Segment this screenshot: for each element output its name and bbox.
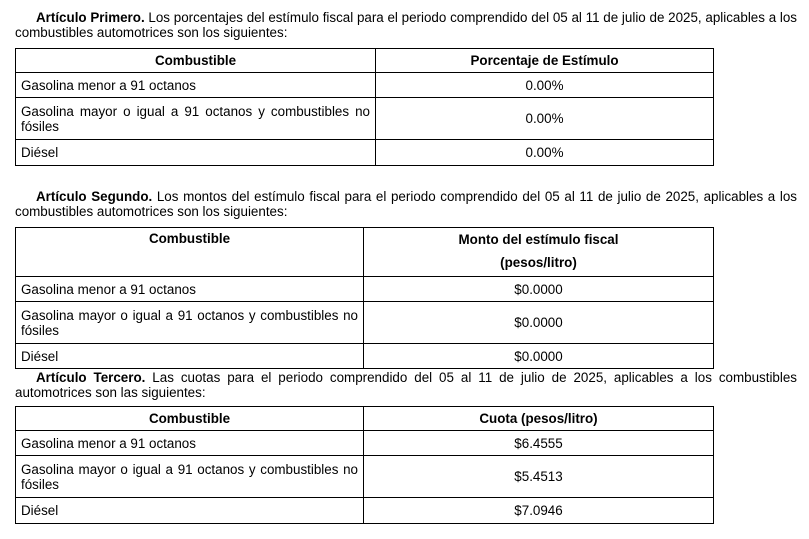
estimulo-porcentaje-table <box>15 48 714 166</box>
column-header-monto <box>364 228 714 277</box>
articulo-segundo-text: Los montos del estímulo fiscal para el periodo comprendido del 05 al 11 de julio de 2025, aplicables a los combustibles automotrices son los siguientes: <box>15 189 797 219</box>
table-row <box>16 73 714 98</box>
value-cell: $0.0000 <box>364 302 714 344</box>
table-header-row <box>16 407 714 431</box>
value-cell: 0.00% <box>376 98 714 140</box>
articulo-primero-text: Los porcentajes del estímulo fiscal para el periodo comprendido del 05 al 11 de julio de 2025, aplicables a los combustibles automotrices son los siguientes: <box>15 10 798 40</box>
table-row <box>16 498 714 524</box>
column-header-porcentaje: Porcentaje de Estímulo <box>376 49 714 73</box>
value-cell: 0.00% <box>376 140 714 166</box>
fuel-cell: Diésel <box>16 140 376 166</box>
table-row <box>16 456 714 498</box>
estimulo-monto-table <box>15 227 714 369</box>
value-cell: $0.0000 <box>364 277 714 302</box>
table-row <box>16 140 714 166</box>
table-header-row <box>16 49 714 73</box>
fuel-cell: Gasolina menor a 91 octanos <box>16 73 376 98</box>
fuel-cell: Gasolina mayor o igual a 91 octanos y combustibles no fósiles <box>16 302 364 344</box>
value-cell: 0.00% <box>376 73 714 98</box>
table-row <box>16 344 714 369</box>
cuota-table <box>15 406 714 524</box>
articulo-tercero-text: Las cuotas para el periodo comprendido del 05 al 11 de julio de 2025, aplicables a los combustibles automotrices son las siguientes: <box>15 370 797 400</box>
fuel-cell: Diésel <box>16 498 364 524</box>
table-row <box>16 431 714 456</box>
table-header-row <box>16 228 714 277</box>
column-header-combustible: Combustible <box>16 49 376 73</box>
table-row <box>16 98 714 140</box>
value-cell: $0.0000 <box>364 344 714 369</box>
articulo-primero-paragraph <box>15 10 797 40</box>
column-header-combustible: Combustible <box>16 407 364 431</box>
articulo-tercero-paragraph <box>15 370 797 400</box>
fuel-cell: Diésel <box>16 344 364 369</box>
articulo-tercero-heading: Artículo Tercero. <box>36 370 146 385</box>
column-header-combustible: Combustible <box>16 228 364 277</box>
value-cell: $7.0946 <box>364 498 714 524</box>
column-header-monto-line2: (pesos/litro) <box>500 255 577 270</box>
fuel-cell: Gasolina mayor o igual a 91 octanos y combustibles no fósiles <box>16 98 376 140</box>
articulo-segundo-paragraph <box>15 189 797 219</box>
articulo-primero-heading: Artículo Primero. <box>36 10 145 25</box>
articulo-segundo-heading: Artículo Segundo. <box>36 189 153 204</box>
value-cell: $6.4555 <box>364 431 714 456</box>
fuel-cell: Gasolina mayor o igual a 91 octanos y combustibles no fósiles <box>16 456 364 498</box>
table-row <box>16 302 714 344</box>
column-header-cuota: Cuota (pesos/litro) <box>364 407 714 431</box>
value-cell: $5.4513 <box>364 456 714 498</box>
table-row <box>16 277 714 302</box>
fuel-cell: Gasolina menor a 91 octanos <box>16 431 364 456</box>
column-header-monto-line1: Monto del estímulo fiscal <box>458 232 619 247</box>
fuel-cell: Gasolina menor a 91 octanos <box>16 277 364 302</box>
